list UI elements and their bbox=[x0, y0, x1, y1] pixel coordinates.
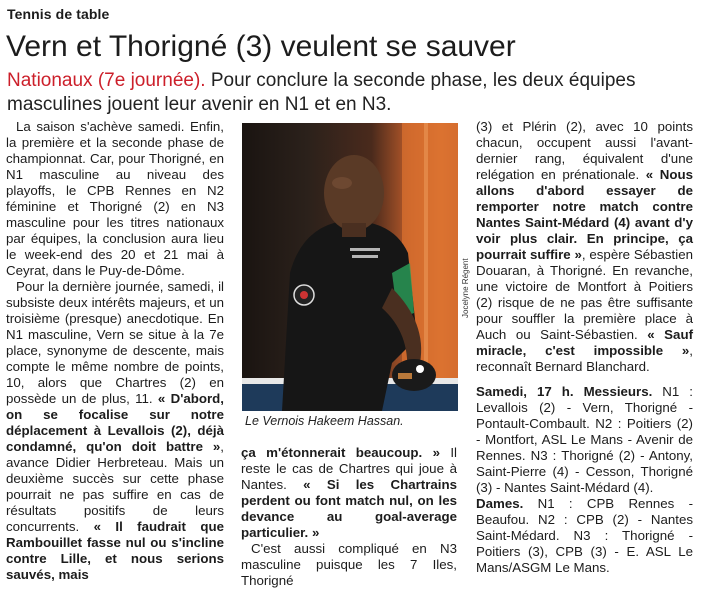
results-women bbox=[476, 496, 693, 576]
section-rubric: Tennis de table bbox=[7, 6, 110, 22]
paragraph-text: , avance Didier Herbreteau. Mais un deuxième succès sur cette phase pourrait ne pas suffire en cas de résultats positifs de leurs concurrents. bbox=[6, 439, 224, 534]
quote: « Si les Chartrains perdent ou font match nul, on les devance au goal-average particulier. » bbox=[241, 477, 457, 540]
quote: « Il faudrait que Rambouillet fasse nul ou s'incline contre Lille, et nous serions sauvés, mais bbox=[6, 519, 224, 582]
results-heading: Dames. bbox=[476, 496, 524, 511]
article-photo bbox=[242, 123, 458, 411]
paragraph-text: , espère Sébastien Douaran, à Thorigné. En revanche, une victoire de Montfort à Poitiers (2) risque de ne pas être suffisante pour souffler la première place à Auch ou Saint-Sébastien. bbox=[476, 247, 693, 342]
quote: « Sauf miracle, c'est impossible » bbox=[476, 327, 694, 358]
paragraph-text: Pour la dernière journée, samedi, il subsiste deux intérêts majeurs, et un troisième (presque) anecdotique. En N1 masculine, Vern se situe à la 7e place, synonyme de descente, mais compte le même nombre de points, 10, alors que Chartres (2) en possède un de plus, 11. bbox=[6, 279, 224, 406]
article-column-2 bbox=[241, 445, 457, 589]
standfirst-text: Pour conclure la seconde phase, les deux équipes masculines jouent leur avenir en N1 et en N3. bbox=[7, 70, 636, 115]
results-men bbox=[476, 384, 693, 496]
table-tennis-player-illustration bbox=[242, 123, 458, 411]
paragraph bbox=[6, 279, 224, 583]
results-heading: Samedi, 17 h. Messieurs. bbox=[476, 384, 653, 399]
quote: ça m'étonnerait beaucoup. » bbox=[241, 445, 440, 460]
article-column-3 bbox=[476, 119, 693, 576]
standfirst-lead: Nationaux (7e journée). bbox=[7, 70, 206, 91]
paragraph: C'est aussi compliqué en N3 masculine puisque les 7 Iles, Thorigné bbox=[241, 541, 457, 588]
standfirst bbox=[7, 69, 697, 117]
paragraph-text: (3) et Plérin (2), avec 10 points chacun, occupent aussi l'avant-dernier rang, équivalent d'une relégation en prénationale. bbox=[476, 119, 693, 182]
paragraph bbox=[476, 119, 693, 375]
paragraph: La saison s'achève samedi. Enfin, la première et la seconde phase de championnat. Car, pour Thorigné, en N1 masculine au niveau des playoffs, le CPB Rennes en N2 féminine et Thorigné (2) en N3 masculine pour les titres nationaux par équipes, la conclusion aura lieu le week-end des 20 et 21 mai à Ceyrat, dans le Puy-de-Dôme. bbox=[6, 119, 224, 278]
photo-credit: Jocelyne Régent bbox=[461, 258, 470, 318]
quote: « Nous allons d'abord essayer de remporter notre match contre Nantes Saint-Médard (4) avant d'y voir plus clair. En principe, ça pourrait suffire » bbox=[476, 167, 693, 262]
results-text: N1 : CPB Rennes - Beaufou. N2 : CPB (2) - Nantes Saint-Médard. N3 : Thorigné - Poitiers (3), CPB (3) - E. ASL Le Mans/ASGM Le Mans. bbox=[476, 496, 693, 575]
results-text: N1 : Levallois (2) - Vern, Thorigné - Pontault-Combault. N2 : Poitiers (2) - Montfort, ASL Le Mans - Avenir de Rennes. N3 : Thorigné (2) - Antony, Saint-Pierre (4) - Cesson, Thorigné (3) - Nantes Saint-Médard (4). bbox=[476, 384, 693, 495]
photo-caption: Le Vernois Hakeem Hassan. bbox=[245, 414, 404, 428]
quote: « D'abord, on se focalise sur notre déplacement à Levallois (2), déjà condamné, qu'on doit battre » bbox=[6, 391, 224, 454]
headline: Vern et Thorigné (3) veulent se sauver bbox=[6, 30, 516, 63]
paragraph bbox=[241, 445, 457, 541]
article-column-1 bbox=[6, 119, 224, 583]
paragraph-text: , reconnaît Bernard Blanchard. bbox=[476, 343, 693, 374]
paragraph-text: Il reste le cas de Chartres qui joue à Nantes. bbox=[241, 445, 457, 492]
